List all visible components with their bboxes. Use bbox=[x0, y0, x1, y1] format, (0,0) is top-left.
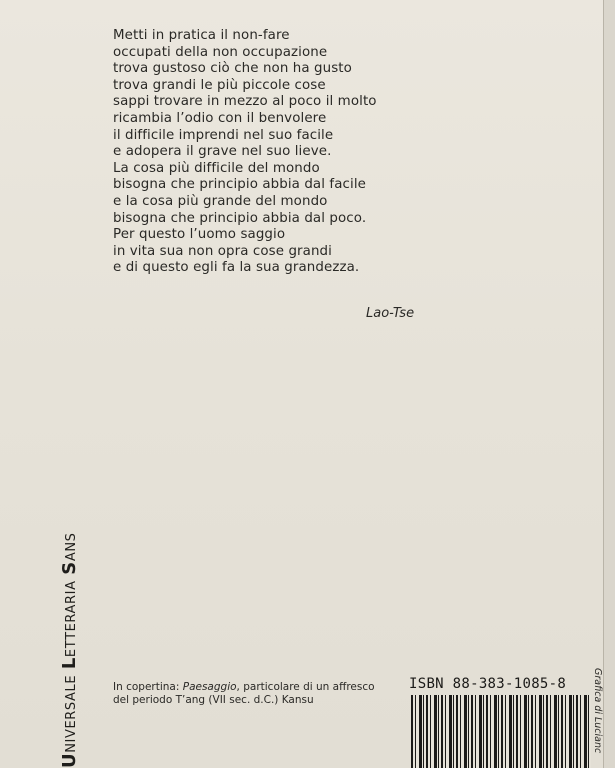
poem-line: La cosa più difficile del mondo bbox=[113, 160, 320, 176]
caption-line-1 bbox=[113, 681, 413, 694]
cover-caption bbox=[113, 681, 413, 707]
barcode bbox=[411, 695, 591, 768]
series-word2-rest: ETTERARIA bbox=[64, 580, 79, 658]
poem-line: bisogna che principio abbia dal facile bbox=[113, 177, 366, 193]
poem bbox=[113, 28, 433, 277]
series-word3-initial: S bbox=[59, 561, 80, 575]
series-word1-initial: U bbox=[59, 752, 80, 768]
poem-line: il difficile imprendi nel suo facile bbox=[113, 127, 334, 143]
poem-line: trova grandi le più piccole cose bbox=[113, 77, 326, 93]
poem-line: ricambia l’odio con il benvolere bbox=[113, 110, 327, 126]
poem-line: sappi trovare in mezzo al poco il molto bbox=[113, 94, 377, 110]
poem-line: e la cosa più grande del mondo bbox=[113, 193, 328, 209]
poem-line: trova gustoso ciò che non ha gusto bbox=[113, 61, 352, 77]
poem-author: Lao-Tse bbox=[366, 306, 415, 321]
poem-line: occupati della non occupazione bbox=[113, 44, 328, 60]
isbn-number: ISBN 88-383-1085-8 bbox=[409, 676, 567, 692]
series-title bbox=[60, 468, 82, 768]
design-credit-text: Grafica di Lucianc bbox=[592, 668, 603, 754]
caption-line-2: del periodo T’ang (VII sec. d.C.) Kansu bbox=[113, 694, 314, 706]
poem-line: e adopera il grave nel suo lieve. bbox=[113, 144, 332, 160]
poem-line: Per questo l’uomo saggio bbox=[113, 227, 286, 243]
poem-line: bisogna che principio abbia dal poco. bbox=[113, 210, 367, 226]
series-word3-rest: ANS bbox=[64, 532, 79, 562]
poem-line: e di questo egli fa la sua grandezza. bbox=[113, 260, 360, 276]
series-word2-initial: L bbox=[59, 657, 80, 670]
cover-edge bbox=[603, 0, 615, 768]
caption-suffix: , particolare di un affresco bbox=[236, 681, 375, 693]
design-credit bbox=[590, 668, 604, 768]
poem-line: Metti in pratica il non-fare bbox=[113, 28, 290, 43]
poem-line: in vita sua non opra cose grandi bbox=[113, 243, 332, 259]
caption-artwork-title: Paesaggio bbox=[182, 681, 237, 693]
series-word1-rest: NIVERSALE bbox=[64, 674, 79, 753]
caption-prefix: In copertina: bbox=[113, 681, 183, 693]
